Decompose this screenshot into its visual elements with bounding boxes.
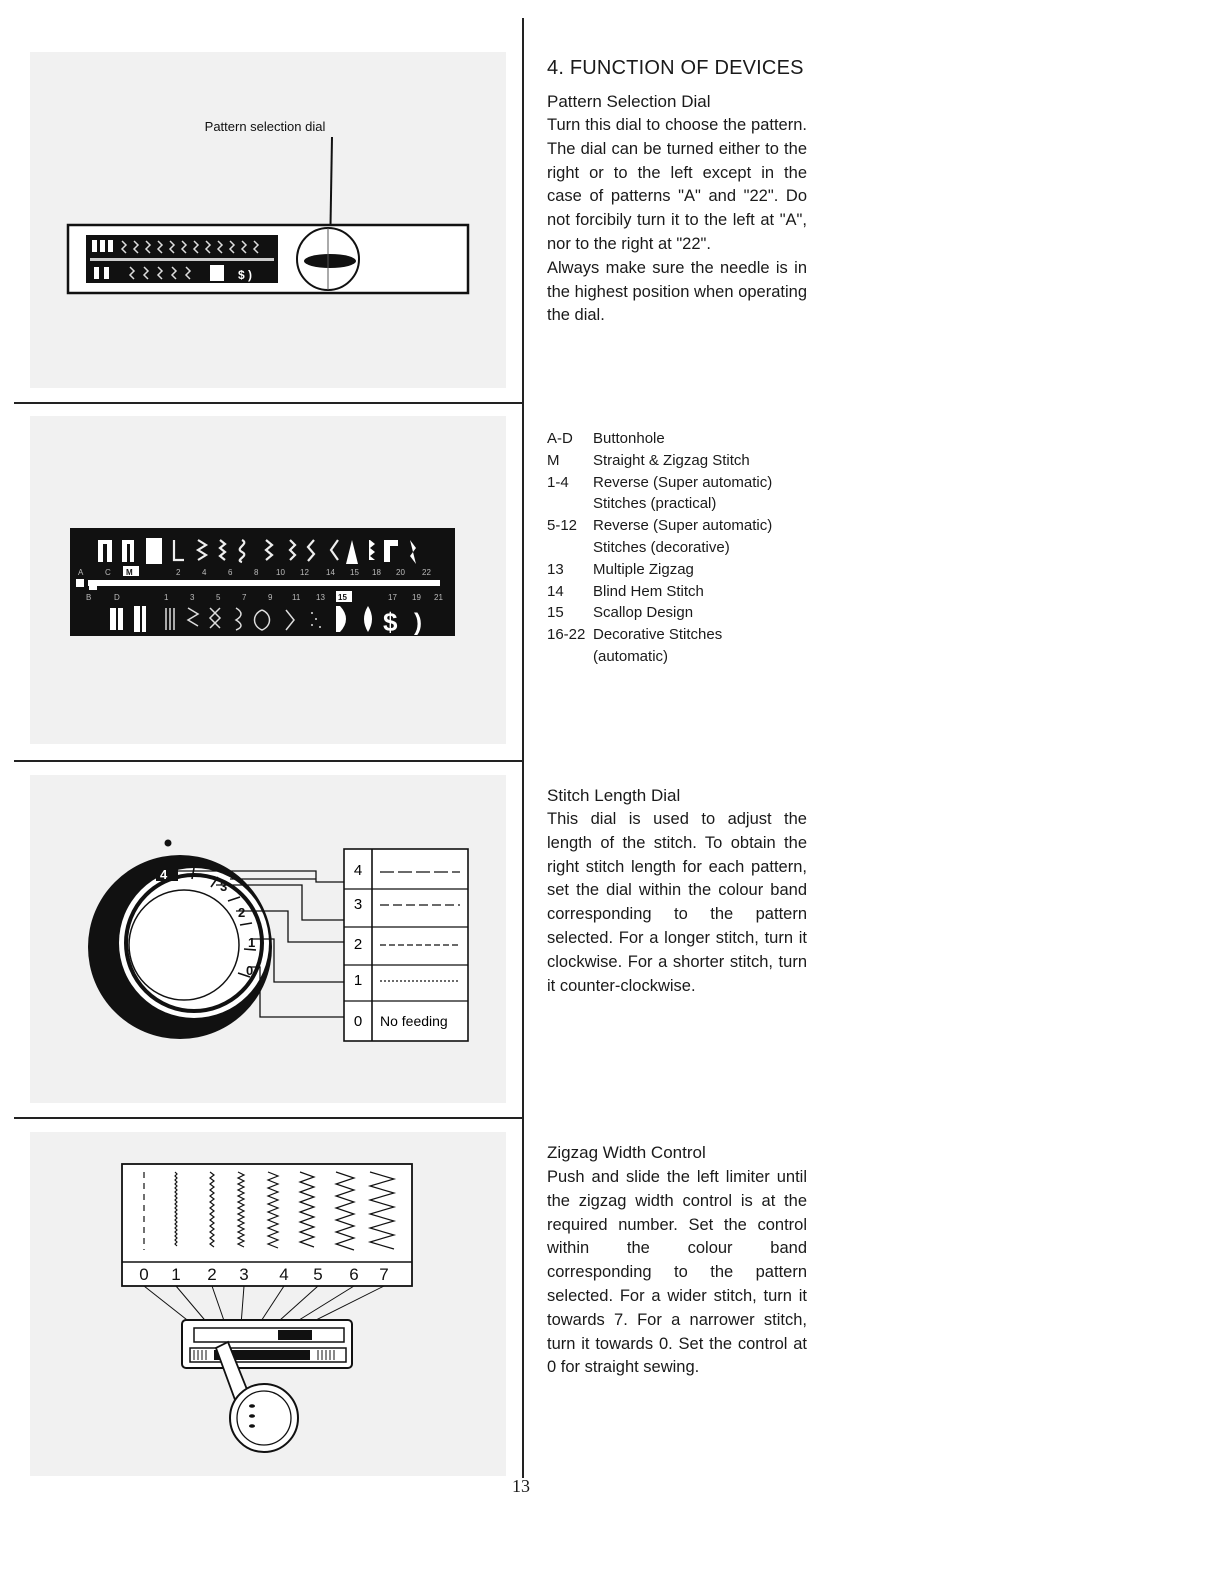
legend-desc: Straight & Zigzag Stitch	[593, 451, 750, 469]
length-3: 3	[353, 896, 363, 913]
svg-text:12: 12	[300, 568, 309, 577]
width-1: 1	[171, 1265, 181, 1284]
legend-code: 14	[547, 582, 564, 600]
pattern-panel-figure	[70, 528, 455, 636]
section-divider-2	[14, 760, 524, 762]
stitch-length-dial-figure	[70, 835, 480, 1045]
svg-text:3: 3	[220, 879, 228, 894]
svg-text:A: A	[78, 568, 84, 577]
width-7: 7	[379, 1265, 389, 1284]
svg-text:$: $	[383, 607, 398, 636]
pattern-legend	[547, 428, 823, 668]
svg-text:4: 4	[160, 867, 168, 882]
svg-text:): )	[414, 609, 422, 636]
svg-text:C: C	[105, 568, 111, 577]
legend-row	[547, 581, 823, 603]
width-2: 2	[207, 1265, 217, 1284]
svg-text:5: 5	[216, 593, 221, 602]
legend-row	[547, 559, 823, 581]
section-title: 4. FUNCTION OF DEVICES	[547, 57, 804, 79]
legend-desc: Decorative Stitches (automatic)	[593, 626, 723, 665]
legend-row	[547, 624, 823, 668]
svg-text:10: 10	[276, 568, 285, 577]
svg-text:22: 22	[422, 568, 431, 577]
length-1: 1	[353, 972, 363, 989]
legend-row	[547, 472, 823, 516]
svg-text:4: 4	[202, 568, 207, 577]
svg-text:15: 15	[350, 568, 359, 577]
svg-text:8: 8	[254, 568, 259, 577]
legend-row	[547, 450, 823, 472]
svg-text:17: 17	[388, 593, 397, 602]
svg-text:18: 18	[372, 568, 381, 577]
svg-text:9: 9	[268, 593, 273, 602]
svg-text:1: 1	[248, 935, 256, 950]
svg-text:13: 13	[316, 593, 325, 602]
legend-code: A-D	[547, 430, 573, 447]
svg-text:21: 21	[434, 593, 443, 602]
svg-text:15: 15	[338, 593, 347, 602]
width-5: 5	[313, 1265, 323, 1284]
svg-text:7: 7	[242, 593, 247, 602]
legend-code: 15	[547, 604, 564, 622]
svg-text:$ ): $ )	[238, 268, 253, 282]
pattern-selection-title: Pattern Selection Dial	[547, 92, 711, 111]
legend-row	[547, 515, 823, 559]
stitch-length-body: This dial is used to adjust the length of the stitch. To obtain the right stitch length for each pattern, set the dial within the colour band corresponding to the pattern selected. For a longer stitch, turn it clockwise. For a shorter stitch, turn it counter-clockwise.	[547, 810, 807, 995]
zigzag-width-title: Zigzag Width Control	[547, 1143, 706, 1162]
legend-desc: Reverse (Super automatic) Stitches (practical)	[593, 473, 773, 513]
legend-row	[547, 602, 823, 624]
legend-desc: Blind Hem Stitch	[593, 582, 704, 600]
pattern-selection-body-1: Turn this dial to choose the pattern. The dial can be turned either to the right or to the left except in the case of patterns "A" and "22". Do not forcibily turn it to the left at "A", nor to the right at "22".	[547, 116, 807, 253]
legend-row	[547, 428, 823, 450]
legend-code: 5-12	[547, 517, 578, 535]
legend-desc: Reverse (Super automatic) Stitches (decorative)	[593, 517, 773, 556]
svg-text:19: 19	[412, 593, 421, 602]
no-feeding-label: No feeding	[380, 1013, 448, 1029]
svg-text:20: 20	[396, 568, 405, 577]
pattern-selection-text	[547, 114, 807, 328]
pattern-selection-dial-label: Pattern selection dial	[204, 119, 326, 134]
svg-text:0: 0	[246, 963, 254, 978]
length-4: 4	[353, 862, 363, 879]
legend-code: 1-4	[547, 473, 569, 491]
svg-text:11: 11	[292, 593, 301, 602]
legend-desc: Buttonhole	[593, 430, 665, 447]
zigzag-width-body: Push and slide the left limiter until the zigzag width control is at the required number. Set the control within the colour band corresponding to the pattern selected. For a wider stitch, turn it towards 7. For a narrower stitch, turn it towards 0. Set the control at 0 for straight sewing.	[547, 1168, 807, 1377]
length-2: 2	[353, 936, 363, 953]
stitch-length-title: Stitch Length Dial	[547, 786, 681, 805]
svg-text:B: B	[86, 593, 92, 602]
svg-text:2: 2	[238, 905, 246, 920]
legend-desc: Scallop Design	[593, 604, 694, 622]
pattern-selection-body-2: Always make sure the needle is in the highest position when operating the dial.	[547, 258, 807, 325]
svg-text:2: 2	[176, 568, 181, 577]
width-0: 0	[139, 1265, 149, 1284]
pattern-dial-figure	[60, 115, 480, 300]
svg-text:1: 1	[164, 593, 169, 602]
width-6: 6	[349, 1265, 359, 1284]
svg-text:M: M	[126, 568, 133, 577]
legend-code: M	[547, 451, 560, 469]
legend-code: 16-22	[547, 626, 586, 644]
section-divider-3	[14, 1117, 524, 1119]
column-divider	[522, 18, 524, 1478]
svg-text:3: 3	[190, 593, 195, 602]
width-3: 3	[239, 1265, 249, 1284]
svg-text:6: 6	[228, 568, 233, 577]
width-4: 4	[279, 1265, 289, 1284]
page-number: 13	[512, 1476, 530, 1496]
legend-desc: Multiple Zigzag	[593, 560, 694, 578]
section-divider-1	[14, 402, 524, 404]
svg-text:14: 14	[326, 568, 335, 577]
length-0: 0	[353, 1013, 363, 1030]
legend-code: 13	[547, 560, 564, 578]
zigzag-width-figure	[118, 1160, 418, 1460]
svg-text:D: D	[114, 593, 120, 602]
